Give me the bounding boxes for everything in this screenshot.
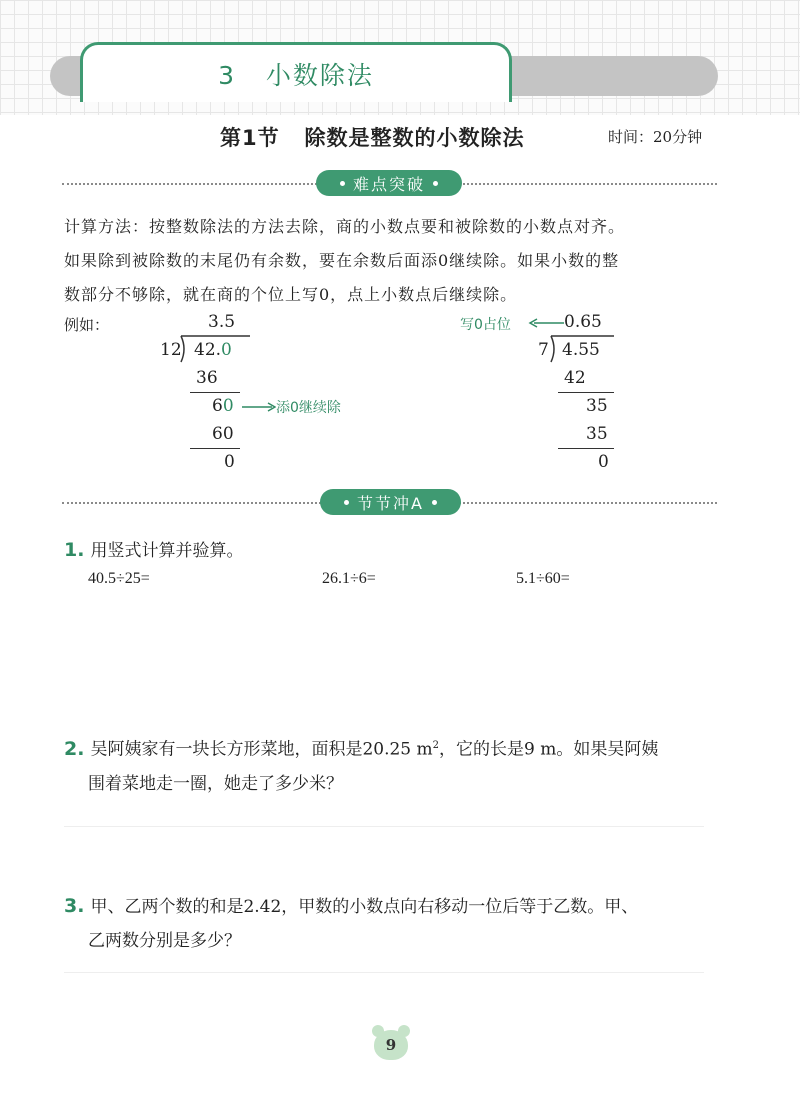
question-text: 甲、乙两个数的和是2.42，甲数的小数点向右移动一位后等于乙数。甲、	[90, 897, 639, 917]
example-label: 例如：	[64, 316, 110, 334]
example-division-2	[530, 312, 650, 472]
dividend: 4.55	[562, 340, 600, 360]
step-product-2: 35	[586, 424, 608, 444]
answer-area-line	[64, 826, 704, 827]
method-line: 如果除到被除数的末尾仍有余数，要在余数后面添0继续除。如果小数的整	[64, 251, 620, 270]
question-text: ，它的长是9 m。如果吴阿姨	[439, 739, 659, 760]
question-number: 2.	[64, 737, 85, 760]
question-line: 乙两数分别是多少？	[88, 931, 241, 951]
final-remainder: 0	[224, 452, 235, 472]
divisor: 7	[538, 340, 549, 360]
example-division-1	[150, 312, 400, 472]
section-title: 第1节 除数是整数的小数除法	[220, 126, 525, 150]
question-text: 用竖式计算并验算。	[90, 541, 244, 561]
added-zero: 0	[222, 396, 234, 416]
divisor: 12	[160, 340, 182, 360]
expression-2: 26.1÷6=	[322, 570, 376, 587]
method-description	[64, 210, 724, 312]
question-number: 1.	[64, 539, 85, 561]
difficulty-label-text: 难点突破	[353, 174, 426, 194]
rule-line	[558, 448, 614, 449]
rule-line	[190, 392, 240, 393]
add-zero-note: 添0继续除	[276, 400, 341, 416]
zero-placeholder-note: 写0占位	[460, 317, 511, 333]
added-zero: 0	[221, 340, 232, 360]
bullet-dot-icon	[432, 500, 437, 505]
difficulty-section-label	[316, 170, 462, 196]
practice-section-label	[320, 489, 461, 515]
final-remainder: 0	[598, 452, 609, 472]
expression-1: 40.5÷25=	[88, 570, 150, 587]
step-remainder-1: 35	[586, 396, 608, 416]
question-line	[64, 729, 734, 767]
chapter-title: 3 小数除法	[218, 60, 374, 90]
quotient: 3.5	[208, 312, 236, 332]
question-number: 3.	[64, 895, 85, 917]
time-label: 时间：20分钟	[608, 128, 703, 146]
step-product-2: 60	[212, 424, 234, 444]
page-number-badge	[374, 1030, 408, 1060]
page-number: 9	[385, 1036, 397, 1054]
quotient: 0.65	[564, 312, 602, 332]
method-line: 计算方法：按整数除法的方法去除，商的小数点要和被除数的小数点对齐。	[64, 217, 626, 236]
practice-label-text: 节节冲A	[357, 493, 424, 513]
question-line	[64, 889, 734, 924]
method-line: 数部分不够除，就在商的个位上写0，点上小数点后继续除。	[64, 285, 518, 304]
question-text: 吴阿姨家有一块长方形菜地，面积是20.25 m	[90, 739, 433, 760]
question-line: 围着菜地走一圈，她走了多少米？	[88, 773, 343, 794]
answer-area-line	[64, 972, 704, 973]
question-3	[64, 889, 734, 958]
rule-line	[558, 392, 614, 393]
step-remainder-1	[212, 396, 234, 416]
remainder-digit: 6	[212, 396, 223, 416]
superscript: 2	[432, 740, 440, 751]
step-product-1: 36	[196, 368, 218, 388]
arrow-right-icon	[242, 402, 276, 412]
bullet-dot-icon	[340, 181, 345, 186]
expression-3: 5.1÷60=	[516, 570, 570, 587]
dividend	[194, 340, 232, 360]
question-2	[64, 729, 734, 801]
chapter-tab	[80, 42, 512, 102]
question-1	[64, 533, 734, 568]
bullet-dot-icon	[344, 500, 349, 505]
bullet-dot-icon	[433, 181, 438, 186]
dividend-digits: 42.	[194, 340, 222, 360]
step-product-1: 42	[564, 368, 586, 388]
rule-line	[190, 448, 240, 449]
